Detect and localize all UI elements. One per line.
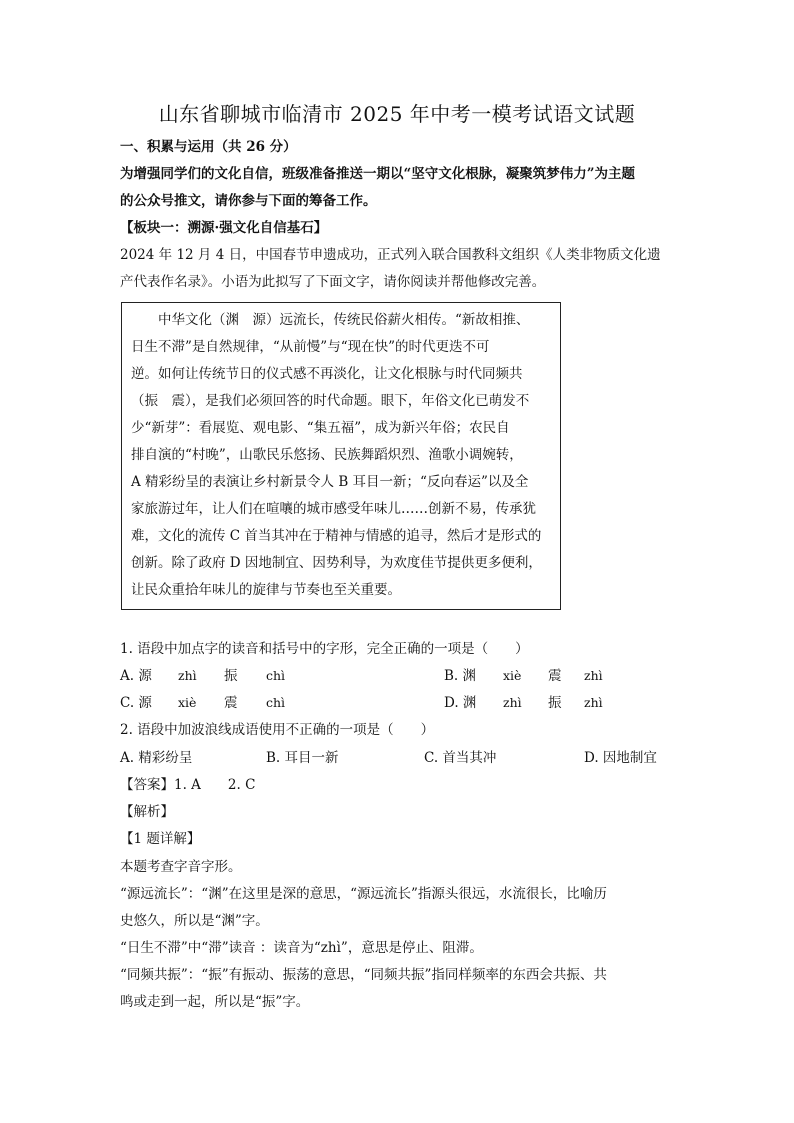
block-title: 【板块一：溯源·强文化自信基石】 <box>120 220 328 236</box>
passage-line: A 精彩纷呈的表演让乡村新景令人 B 耳目一新；“反向春运”以及全 <box>131 474 529 490</box>
q1-option-a-pinyin2: chì <box>266 668 286 683</box>
passage-line: 少“新芽”：看展览、观电影、“集五福”，成为新兴年俗；农民自 <box>131 420 510 436</box>
q2-option-b: B. 耳目一新 <box>266 750 339 766</box>
explain-line: 史悠久，所以是“渊”字。 <box>120 913 269 929</box>
answer-line: 【答案】1. A 2. C <box>120 777 256 793</box>
passage-line: （振 震），是我们必须回答的时代命题。眼下，年俗文化已萌发不 <box>131 393 530 409</box>
page-title: 山东省聊城市临清市 2025 年中考一模考试语文试题 <box>158 102 636 126</box>
q1-option-d-pinyin2: zhì <box>584 695 603 710</box>
q1-option-c-pinyin: xiè <box>178 695 197 710</box>
q1-option-c-char: 震 <box>224 695 238 711</box>
passage-line: 日生不滞”是自然规律，“从前慢”与“现在快”的时代更迭不可 <box>131 339 490 355</box>
q1-option-c-pinyin2: chì <box>266 695 286 710</box>
q1-option-a-label: A. 源 <box>120 668 152 684</box>
passage-line: 创新。除了政府 D 因地制宜、因势利导，为欢度佳节提供更多便利， <box>131 555 542 571</box>
q2-option-c: C. 首当其冲 <box>424 750 497 766</box>
passage-box <box>121 302 561 610</box>
explain-line: “日生不滞”中“滞”读音 ：读音为“zhì”，意思是停止、阻滞。 <box>120 940 483 956</box>
q1-option-b-label: B. 渊 <box>444 668 477 684</box>
passage-line: 难，文化的流传 C 首当其冲在于精神与情感的追寻，然后才是形式的 <box>131 528 542 544</box>
explain-line: 鸣或走到一起，所以是“振”字。 <box>120 994 310 1010</box>
q1-option-b-char: 震 <box>548 668 562 684</box>
question-1-stem: 1. 语段中加点字的读音和括号中的字形，完全正确的一项是（ ） <box>120 641 529 657</box>
q2-option-a: A. 精彩纷呈 <box>120 750 193 766</box>
q1-option-c-label: C. 源 <box>120 695 152 711</box>
passage-line: 排自演的“村晚”，山歌民乐悠扬、民族舞蹈炽烈、渔歌小调婉转， <box>131 447 523 463</box>
q1-option-a-pinyin: zhì <box>178 668 197 683</box>
analysis-label: 【解析】 <box>120 804 174 820</box>
q1-option-b-pinyin: xiè <box>503 668 522 683</box>
section-heading: 一、积累与运用（共 26 分） <box>120 139 297 155</box>
passage-line: 家旅游过年，让人们在喧嚷的城市感受年味儿……创新不易，传承犹 <box>131 501 536 517</box>
intro-line-1: 为增强同学们的文化自信，班级准备推送一期以“坚守文化根脉，凝聚筑梦伟力”为主题 <box>120 166 636 182</box>
passage-line: 中华文化（渊 源）远流长，传统民俗薪火相传。“新故相推、 <box>131 312 530 328</box>
passage-line: 让民众重拾年味儿的旋律与节奏也至关重要。 <box>131 582 401 598</box>
intro-line-2: 的公众号推文，请你参与下面的筹备工作。 <box>120 193 377 209</box>
lead-line-1: 2024 年 12 月 4 日，中国春节申遗成功，正式列入联合国教科文组织《人类非物质文化遗 <box>120 247 661 263</box>
explain-line: 本题考查字音字形。 <box>120 859 242 875</box>
q1-option-d-pinyin: zhì <box>503 695 522 710</box>
question-2-stem: 2. 语段中加波浪线成语使用不正确的一项是（ ） <box>120 722 435 738</box>
explain-line: “同频共振”：“振”有振动、振荡的意思，“同频共振”指同样频率的东西会共振、共 <box>120 967 607 983</box>
explain-line: “源远流长”：“渊”在这里是深的意思，“源远流长”指源头很远，水流很长，比喻历 <box>120 886 607 902</box>
lead-line-2: 产代表作名录》。小语为此拟写了下面文字，请你阅读并帮他修改完善。 <box>120 274 546 290</box>
q1-option-d-char: 振 <box>548 695 562 711</box>
q1-option-a-char: 振 <box>224 668 238 684</box>
detail-label: 【1 题详解】 <box>120 831 201 847</box>
q1-option-d-label: D. 渊 <box>444 695 477 711</box>
passage-line: 逆。如何让传统节日的仪式感不再淡化，让文化根脉与时代同频共 <box>131 366 523 382</box>
q2-option-d: D. 因地制宜 <box>584 750 657 766</box>
q1-option-b-pinyin2: zhì <box>584 668 603 683</box>
